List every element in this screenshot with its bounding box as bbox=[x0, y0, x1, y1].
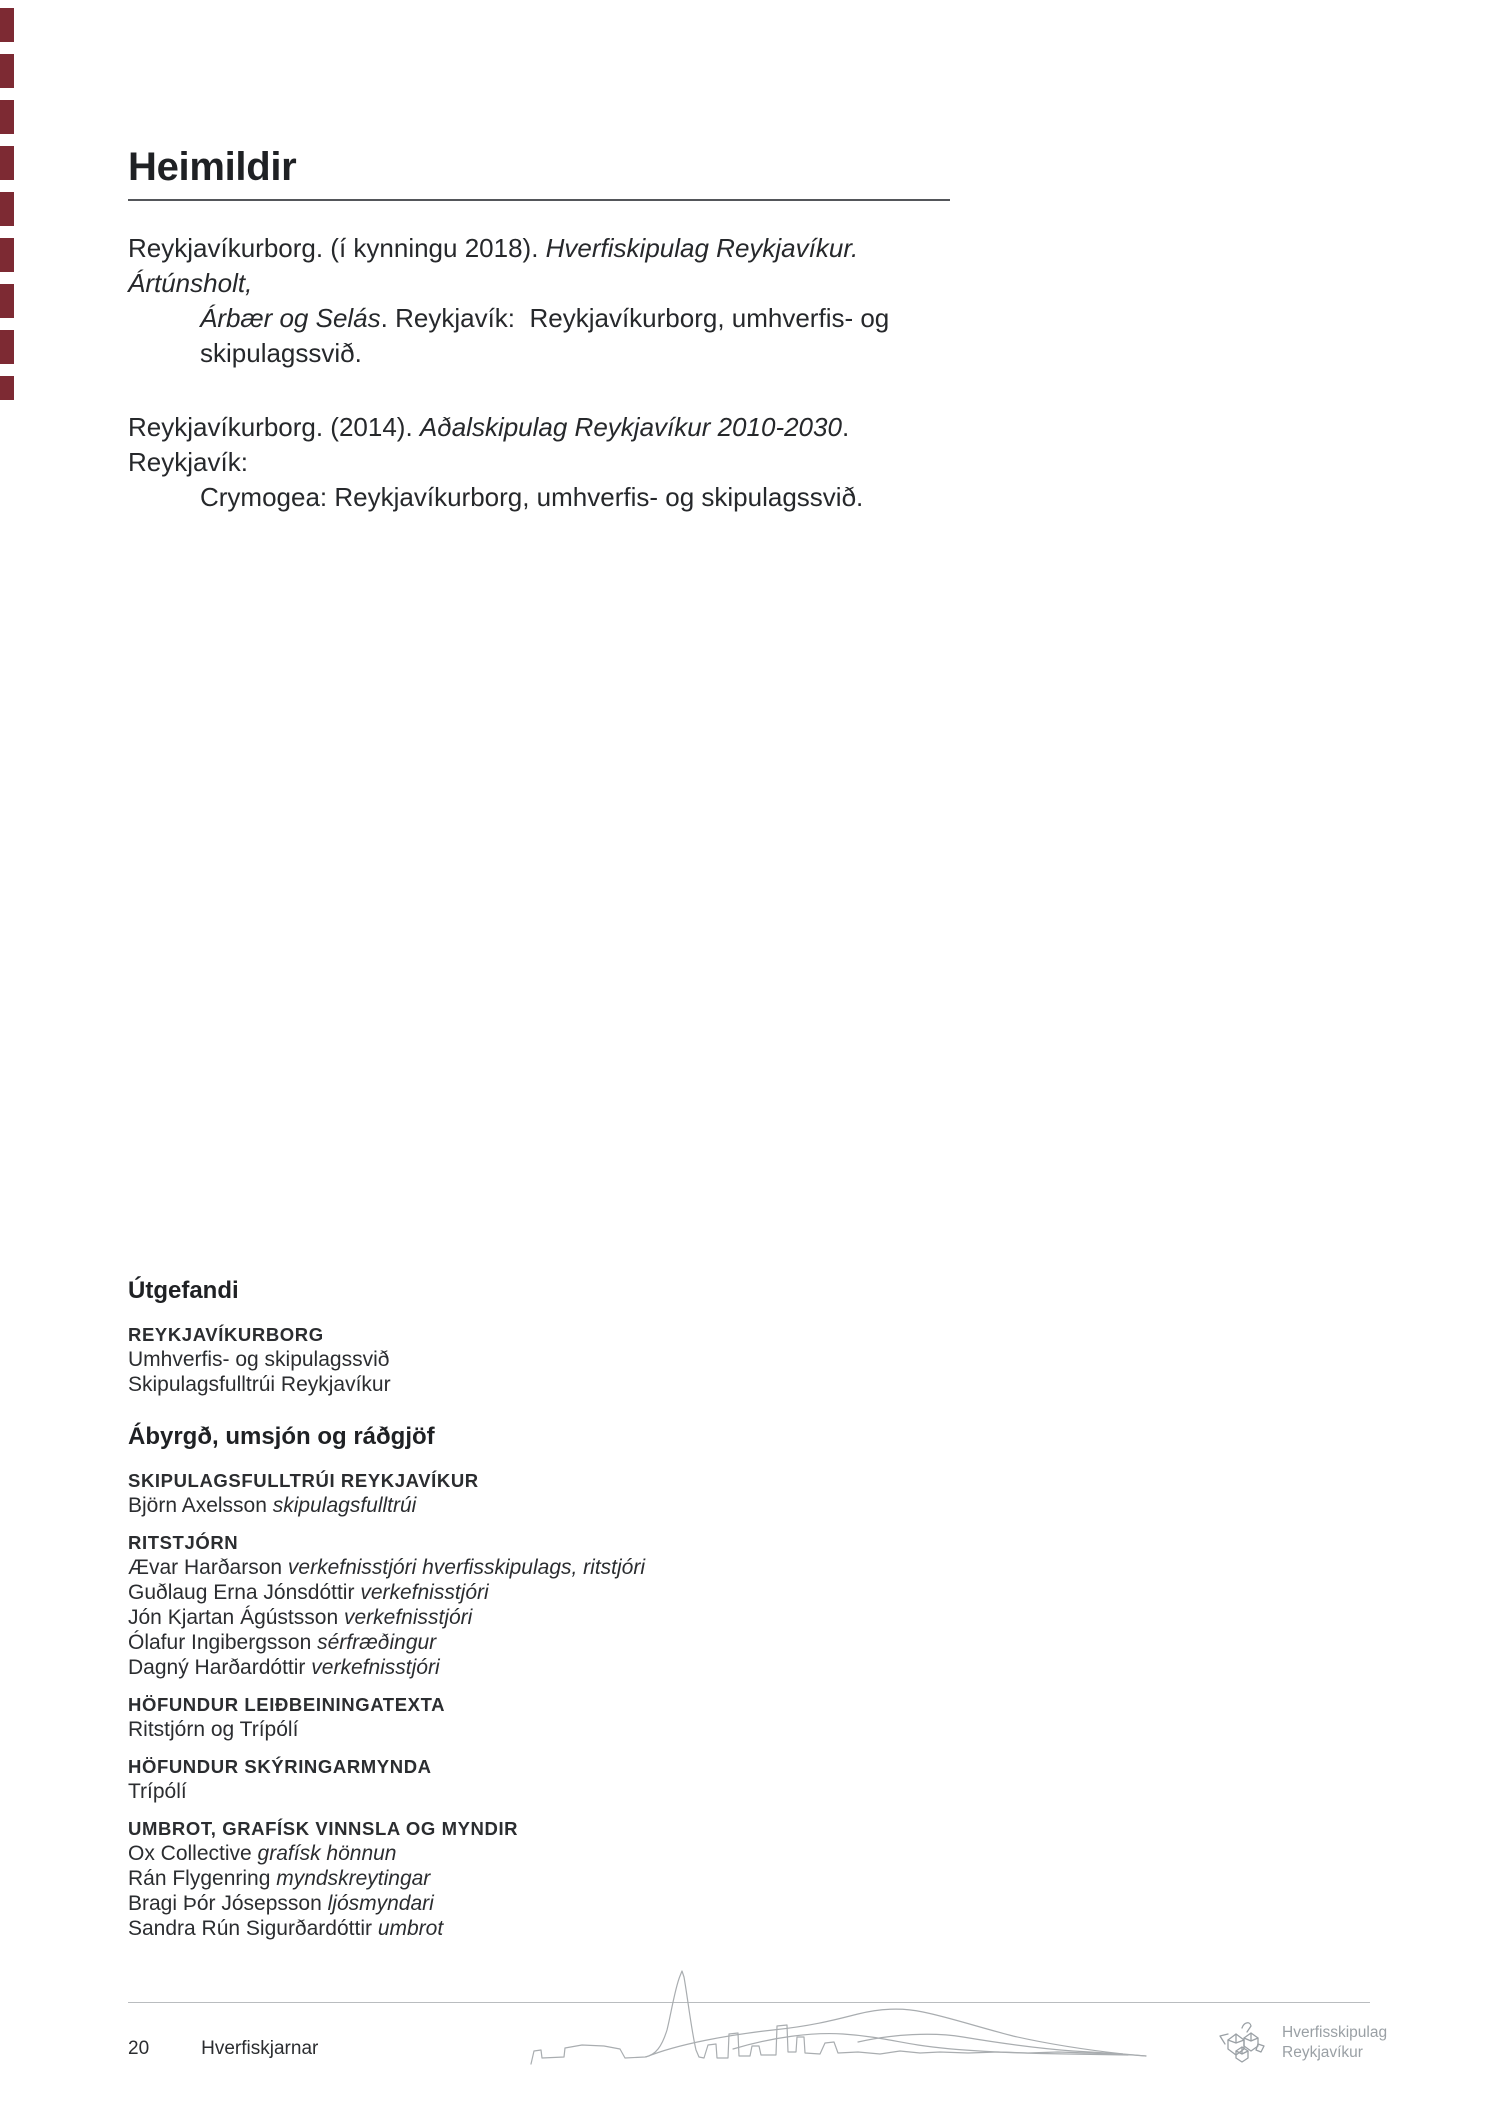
references-section bbox=[128, 143, 1372, 554]
credit-group-label: HÖFUNDUR SKÝRINGARMYNDA bbox=[128, 1756, 432, 1777]
credit-name: Björn Axelsson bbox=[128, 1494, 267, 1517]
skyline-foreground bbox=[531, 1971, 1146, 2064]
credit-name: Guðlaug Erna Jónsdóttir bbox=[128, 1581, 355, 1604]
credit-line bbox=[128, 1580, 645, 1605]
credits-section bbox=[128, 1422, 645, 1941]
reykjavik-skyline-sketch bbox=[528, 1938, 1170, 2066]
credit-role: verkefnisstjóri hverfisskipulags, ritstjóri bbox=[287, 1556, 646, 1579]
heading-rule bbox=[128, 199, 950, 201]
credit-line bbox=[128, 1555, 645, 1580]
credit-name: Rán Flygenring bbox=[128, 1867, 271, 1890]
credit-line bbox=[128, 1866, 645, 1891]
credit-role: verkefnisstjóri bbox=[343, 1606, 473, 1629]
credit-role: myndskreytingar bbox=[276, 1867, 431, 1890]
credit-name: Dagný Harðardóttir bbox=[128, 1656, 306, 1679]
logo-text-line2: Reykjavíkur bbox=[1282, 2044, 1363, 2061]
publisher-line: Umhverfis- og skipulagssvið bbox=[128, 1348, 390, 1371]
citation bbox=[128, 231, 928, 371]
credit-name: Ólafur Ingibergsson bbox=[128, 1631, 312, 1654]
logo-text-line1: Hverfisskipulag bbox=[1282, 2023, 1388, 2041]
citation-line: Reykjavíkurborg. (í kynningu 2018). Hverfiskipulag Reykjavíkur. Ártúnsholt, bbox=[128, 233, 866, 298]
citation-line: Árbær og Selás. Reykjavík: Reykjavíkurborg, umhverfis- og bbox=[200, 303, 890, 333]
credit-role: verkefnisstjóri bbox=[311, 1656, 440, 1679]
credit-group bbox=[128, 1468, 645, 1518]
credit-role: skipulagsfulltrúi bbox=[272, 1494, 417, 1517]
credit-groups bbox=[128, 1468, 645, 1941]
credit-name: Ritstjórn og Trípólí bbox=[128, 1718, 299, 1741]
credit-line bbox=[128, 1891, 645, 1916]
citation-line: Reykjavíkurborg. (2014). Aðalskipulag Reykjavíkur 2010-2030. Reykjavík: bbox=[128, 412, 857, 477]
citation-line: skipulagssvið. bbox=[200, 338, 362, 368]
credit-role: umbrot bbox=[377, 1917, 444, 1940]
credit-role: sérfræðingur bbox=[317, 1631, 437, 1654]
credit-line bbox=[128, 1630, 645, 1655]
credit-name: Ox Collective bbox=[128, 1842, 252, 1865]
citation-line: Crymogea: Reykjavíkurborg, umhverfis- og skipulagssvið. bbox=[200, 482, 864, 512]
credit-group bbox=[128, 1816, 645, 1941]
credit-line bbox=[128, 1841, 645, 1866]
credit-group bbox=[128, 1692, 645, 1742]
publisher-heading: Útgefandi bbox=[128, 1277, 239, 1304]
credit-role: ljósmyndari bbox=[327, 1892, 434, 1915]
credits-heading: Ábyrgð, umsjón og ráðgjöf bbox=[128, 1423, 435, 1450]
credit-name: Jón Kjartan Ágústsson bbox=[128, 1606, 339, 1629]
credit-name: Ævar Harðarson bbox=[128, 1556, 283, 1579]
skyline-hill bbox=[646, 2009, 1146, 2057]
publisher-section bbox=[128, 1276, 391, 1397]
footer-section-label: Hverfiskjarnar bbox=[201, 2038, 319, 2059]
credit-name: Bragi Þór Jósepsson bbox=[128, 1892, 322, 1915]
credit-group-label: SKIPULAGSFULLTRÚI REYKJAVÍKUR bbox=[128, 1470, 479, 1491]
citation bbox=[128, 410, 928, 515]
hverfisskipulag-logo bbox=[1214, 2018, 1387, 2068]
page-title: Heimildir bbox=[128, 145, 297, 189]
credit-line bbox=[128, 1717, 645, 1742]
credit-name: Trípólí bbox=[128, 1780, 187, 1803]
credit-group-label: RITSTJÓRN bbox=[128, 1532, 239, 1553]
page-number: 20 bbox=[128, 2038, 150, 2059]
credit-role: verkefnisstjóri bbox=[360, 1581, 489, 1604]
credit-role: grafísk hönnun bbox=[257, 1842, 397, 1865]
credit-line bbox=[128, 1655, 645, 1680]
credit-group bbox=[128, 1530, 645, 1680]
credit-line bbox=[128, 1779, 645, 1804]
credit-name: Sandra Rún Sigurðardóttir bbox=[128, 1917, 372, 1940]
publisher-org: REYKJAVÍKURBORG bbox=[128, 1324, 324, 1345]
credit-group-label: HÖFUNDUR LEIÐBEININGATEXTA bbox=[128, 1694, 446, 1715]
footer-meta bbox=[128, 2038, 318, 2060]
citation-list bbox=[128, 231, 928, 515]
left-edge-accent-bar bbox=[0, 8, 14, 400]
credit-line bbox=[128, 1605, 645, 1630]
logo-text bbox=[1282, 2023, 1387, 2064]
credit-line bbox=[128, 1493, 645, 1518]
publisher-line: Skipulagsfulltrúi Reykjavíkur bbox=[128, 1373, 391, 1396]
hverfisskipulag-blocks-icon bbox=[1214, 2018, 1270, 2068]
credit-group-label: UMBROT, GRAFÍSK VINNSLA OG MYNDIR bbox=[128, 1818, 519, 1839]
credit-group bbox=[128, 1754, 645, 1804]
